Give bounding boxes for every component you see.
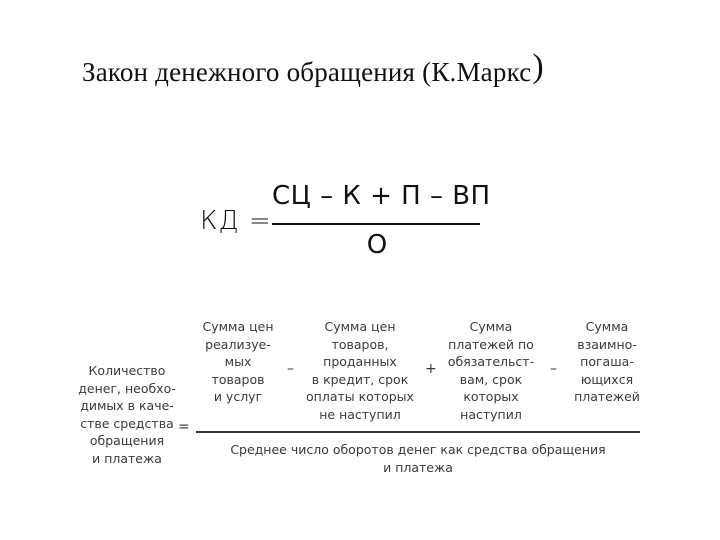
formula1-numerator: СЦ – К + П – ВП (272, 181, 491, 211)
slide-title-closing-paren: ) (532, 48, 544, 85)
formula2-term-1: Сумма цен реализуе- мых товаров и услуг (202, 319, 274, 404)
formula2-equals: = (178, 419, 190, 435)
formula2-denominator: Среднее число оборотов денег как средства обращения и платежа (230, 442, 606, 475)
formula2-term-2: Сумма цен товаров, проданных в кредит, срок оплаты которых не наступил (306, 319, 414, 422)
formula1-denominator: О (366, 230, 388, 260)
formula2-fraction-bar (196, 431, 640, 433)
formula2-lhs: Количество денег, необхо- димых в каче- стве средства обращения и платежа (78, 363, 176, 466)
slide-title (82, 48, 682, 90)
formula2-operator-2: + (425, 361, 437, 377)
formula2-operator-1: – (287, 361, 294, 377)
formula2-term-4: Сумма взаимно- погаша- ющихся платежей (574, 319, 640, 404)
slide-title-text: Закон денежного обращения (К.Маркс (82, 57, 532, 87)
formula1-fraction-bar (272, 223, 480, 225)
formula2-operator-3: – (550, 361, 557, 377)
formula1-lhs: КД = (200, 206, 272, 236)
formula2-term-3: Сумма платежей по обязательст- вам, срок которых наступил (447, 319, 535, 422)
